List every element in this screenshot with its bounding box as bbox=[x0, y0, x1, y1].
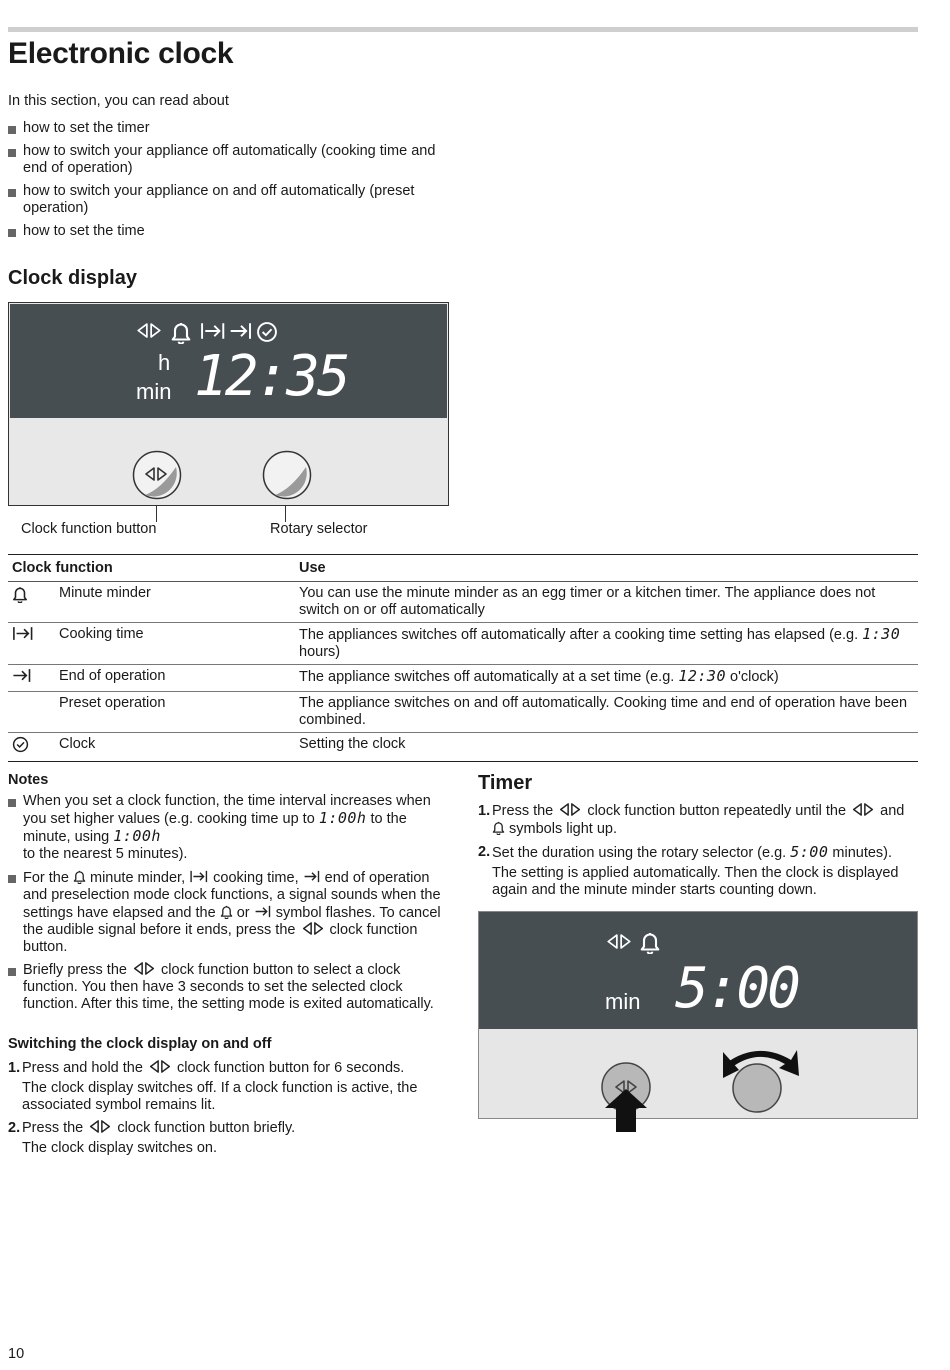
step-item: 2. Set the duration using the rotary selector (e.g. 5:00 minutes). The setting is applied automatically. Then the clock is displayed again and the minute minder starts counting down. bbox=[478, 844, 920, 899]
time-value: 1:30 bbox=[862, 625, 901, 643]
function-use: The appliance switches off automatically at a set time (e.g. 12:30 o'clock) bbox=[299, 665, 918, 692]
list-item: how to set the time bbox=[8, 223, 458, 240]
time-value: 12:30 bbox=[678, 667, 726, 685]
end-operation-icon bbox=[229, 322, 253, 340]
clock-function-icon bbox=[605, 934, 633, 949]
notes-heading: Notes bbox=[8, 772, 49, 788]
page-title: Electronic clock bbox=[8, 37, 234, 70]
minute-unit: min bbox=[136, 379, 172, 404]
timer-display-figure bbox=[478, 911, 918, 1119]
clock-function-icon bbox=[850, 803, 876, 816]
clock-icon bbox=[255, 321, 279, 343]
list-item: When you set a clock function, the time interval increases when you set higher values (e.g. cooking time up to 1:00h to the minute, using 1:00h to the nearest 5 minutes). bbox=[8, 793, 448, 863]
display-panel bbox=[10, 304, 447, 418]
leader-line bbox=[156, 506, 157, 522]
cooking-time-icon bbox=[189, 870, 209, 883]
switching-steps bbox=[8, 1060, 453, 1157]
list-item: how to switch your appliance off automatically (cooking time and end of operation) bbox=[8, 143, 458, 177]
function-name: End of operation bbox=[59, 665, 299, 692]
table-row bbox=[8, 692, 918, 733]
intro-list bbox=[8, 120, 458, 240]
function-name: Clock bbox=[59, 733, 299, 762]
clock-function-button[interactable] bbox=[599, 1062, 655, 1132]
bell-icon bbox=[12, 585, 28, 603]
end-operation-icon bbox=[12, 668, 32, 683]
function-name: Cooking time bbox=[59, 623, 299, 665]
time-readout: 12:35 bbox=[194, 344, 348, 409]
hour-unit: h bbox=[158, 350, 171, 375]
table-row bbox=[8, 623, 918, 665]
table-header-row bbox=[8, 555, 918, 582]
clock-icon bbox=[12, 736, 29, 753]
step-item: 1. Press and hold the clock function button for 6 seconds. The clock display switches off. If a clock function is active, the associated symbol remains lit. bbox=[8, 1060, 453, 1114]
rotary-selector[interactable] bbox=[719, 1042, 803, 1116]
clock-function-table bbox=[8, 554, 918, 762]
minute-unit: min bbox=[605, 989, 641, 1014]
step-item: 2. Press the clock function button briefly. The clock display switches on. bbox=[8, 1120, 453, 1157]
end-operation-icon bbox=[303, 870, 321, 883]
clock-function-icon bbox=[557, 803, 583, 816]
display-panel bbox=[479, 912, 917, 1029]
page-number: 10 bbox=[8, 1346, 25, 1362]
step-result: The clock display switches off. If a clock function is active, the associated symbol remains lit. bbox=[22, 1080, 418, 1113]
bell-icon bbox=[492, 820, 505, 835]
list-item: Briefly press the clock function button to select a clock function. You then have 3 seconds to set the selected clock function. After this time, the setting mode is exited automatically. bbox=[8, 962, 448, 1013]
table-row bbox=[8, 665, 918, 692]
switching-heading: Switching the clock display on and off bbox=[8, 1036, 272, 1052]
clock-function-button[interactable] bbox=[131, 449, 183, 501]
clock-function-icon bbox=[131, 962, 157, 975]
intro-text: In this section, you can read about bbox=[8, 93, 229, 109]
function-use: The appliances switches off automatically after a cooking time setting has elapsed (e.g. 1:30 hours) bbox=[299, 623, 918, 665]
caption-clock-function-button: Clock function button bbox=[21, 521, 157, 537]
leader-line bbox=[285, 506, 286, 522]
clock-function-icon bbox=[147, 1060, 173, 1073]
notes-list bbox=[8, 793, 448, 1013]
clock-display-heading: Clock display bbox=[8, 267, 137, 289]
function-name: Minute minder bbox=[59, 582, 299, 623]
function-use: You can use the minute minder as an egg timer or a kitchen timer. The appliance does not switch on or off automatically bbox=[299, 582, 918, 623]
rotary-selector[interactable] bbox=[261, 449, 313, 501]
bell-icon bbox=[639, 930, 661, 954]
list-item: how to set the timer bbox=[8, 120, 458, 137]
bell-icon bbox=[170, 320, 192, 344]
caption-rotary-selector: Rotary selector bbox=[270, 521, 368, 537]
top-rule bbox=[8, 27, 918, 32]
time-readout: 5:00 bbox=[675, 956, 798, 1021]
step-item: 1. Press the clock function button repeatedly until the and symbols light up. bbox=[478, 803, 905, 837]
list-item: how to switch your appliance on and off automatically (preset operation) bbox=[8, 183, 458, 217]
bell-icon bbox=[220, 904, 233, 919]
clock-display-figure bbox=[8, 302, 449, 506]
column-header: Clock function bbox=[8, 555, 299, 582]
end-operation-icon bbox=[254, 905, 272, 918]
cooking-time-icon bbox=[12, 626, 34, 641]
column-header: Use bbox=[299, 555, 918, 582]
timer-heading: Timer bbox=[478, 772, 533, 794]
function-use: Setting the clock bbox=[299, 733, 918, 762]
clock-function-icon bbox=[136, 323, 162, 338]
list-item: For the minute minder, cooking time, end of operation and preselection mode clock functions, a signal sounds when the settings have elapsed and the or symbol flashes. To cancel the audible signal before it ends, press the clock function button. bbox=[8, 869, 448, 956]
clock-function-icon bbox=[87, 1120, 113, 1133]
step-result: The clock display switches on. bbox=[22, 1140, 218, 1156]
function-name: Preset operation bbox=[59, 692, 299, 733]
step-result: The setting is applied automatically. Then the clock is displayed again and the minute minder starts counting down. bbox=[492, 865, 899, 898]
bell-icon bbox=[73, 869, 86, 884]
cooking-time-icon bbox=[200, 322, 226, 340]
clock-function-icon bbox=[300, 922, 326, 935]
function-use: The appliance switches on and off automatically. Cooking time and end of operation have been combined. bbox=[299, 692, 918, 733]
table-row bbox=[8, 582, 918, 623]
timer-steps bbox=[478, 803, 920, 899]
table-row bbox=[8, 733, 918, 762]
